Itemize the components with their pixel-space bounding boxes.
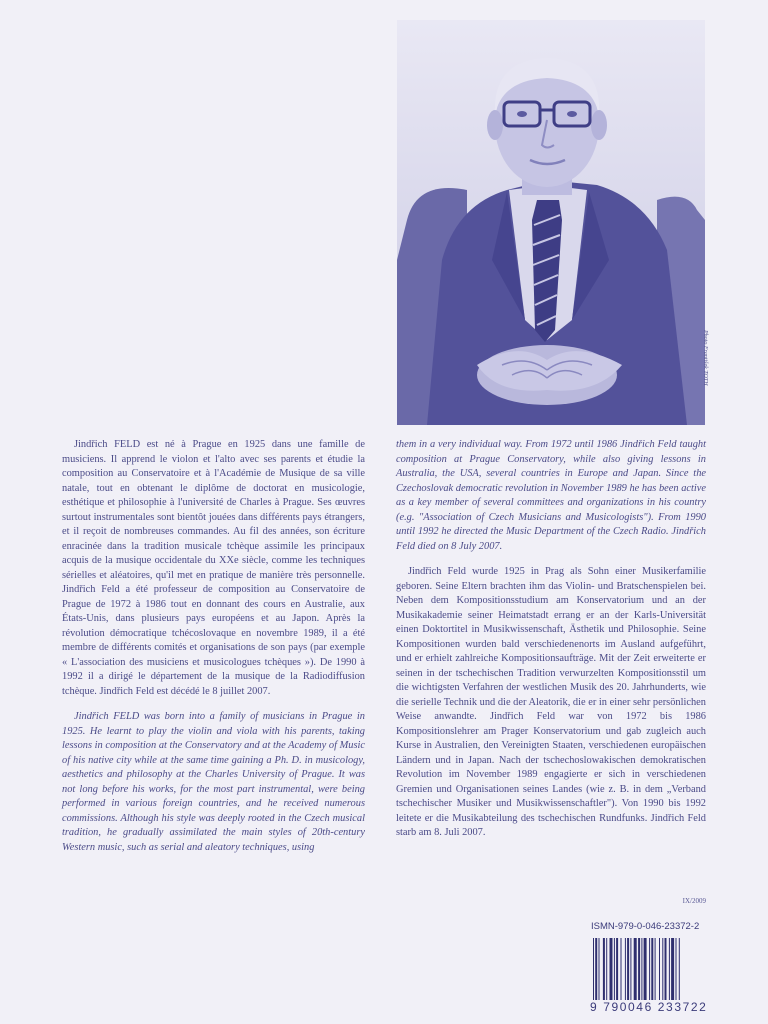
- english-biography-part2: them in a very individual way. From 1972 until 1986 Jindřich Feld taught composition at Prague Conservatory, while also giving lessons in Australia, the USA, several countries in Europe and Japan. Since the Czechoslovak democratic revolution in November 1989 he has been active as a key member of several committees and organizations in his country (e.g. "Association of Czech Musicians and Musicologists"). From 1990 until 1992 he directed the Music Department of the Czech Radio. Jindřich Feld died on 8 July 2007.: [396, 439, 706, 552]
- barcode-bar: [669, 938, 670, 1000]
- barcode-bar: [610, 938, 613, 1000]
- barcode-bar: [627, 938, 629, 1000]
- barcode-bar: [638, 938, 640, 1000]
- barcode-bars: [591, 938, 715, 1000]
- barcode-number: 9 790046 233722: [590, 1000, 708, 1014]
- barcode-bar: [634, 938, 637, 1000]
- barcode-bar: [679, 938, 680, 1000]
- barcode-bar: [593, 938, 594, 1000]
- french-biography: Jindřich FELD est né à Prague en 1925 dans une famille de musiciens. Il apprend le violon et l'alto avec ses parents et étudie la composition au Conservatoire et à l'Académie de Musique de sa ville natale, tout en obtenant le diplôme de doctorat en musicologie, esthétique et philosophie à l'université de Charles à Prague. Ses œuvres surtout instrumentales sont bientôt jouées dans différents pays étrangers, et il reçoit de nombreuses commandes. Au fil des années, son écriture enracinée dans la tradition musicale tchèque assimile les principaux acquis de la musique occidentale du XXe siècle, comme les techniques sérielles et aléatoires, qu'il met en pratique de manière très personnelle. Jindřich Feld a été professeur de composition au Conservatoire de Prague de 1972 à 1986 tout en donnant des cours en Australie, aux États-Unis, dans plusieurs pays européens et au Japon. Après la révolution démocratique tchécoslovaque en novembre 1989, il a été membre de différents comités et organisations de son pays (par exemple « L'association des musiciens et musicologues tchèques »). De 1990 à 1992 il a dirigé le département de la musique de la Radiodiffusion tchèque. Jindřich Feld est décédé le 8 juillet 2007.: [62, 439, 365, 697]
- barcode-bar: [616, 938, 618, 1000]
- barcode-bar: [595, 938, 597, 1000]
- right-column: [396, 438, 706, 852]
- left-column: [62, 438, 365, 866]
- barcode-bar: [644, 938, 647, 1000]
- portrait-illustration: [397, 20, 705, 425]
- barcode-bar: [621, 938, 622, 1000]
- barcode-bar: [599, 938, 600, 1000]
- barcode-bar: [651, 938, 653, 1000]
- portrait-photo: [397, 20, 705, 425]
- barcode-bar: [614, 938, 615, 1000]
- german-biography: Jindřich Feld wurde 1925 in Prag als Sohn einer Musikerfamilie geboren. Seine Eltern brachten ihm das Violin- und Bratschenspielen bei. Neben dem Kompositionsstudium am Konservatorium und an der Musikakademie seiner Heimatstadt errang er an der Karls-Universität einen Doktortitel in Musikwissenschaft, Ästhetik und Philosophie. Seine Kompositionen wurden bald verschiedenenorts im Ausland aufgeführt, und er erhielt zahlreiche Kompositionsaufträge. Mit der Zeit erweiterte er seinen in der tschechischen Tradition verwurzelten Kompositionsstil um die wichtigsten Verfahren der westlichen Musik des 20. Jahrhunderts, wie die serielle Technik und die der Aleatorik, die er in einer sehr persönlichen Weise anwandte. Jindřich Feld war von 1972 bis 1986 Kompositionslehrer am Prager Konservatorium und gab zugleich auch Kurse in Australien, den Vereinigten Staaten, verschiedenen europäischen Ländern und in Japan. Nach der tschechoslowakischen demokratischen Revolution im November 1989 engagierte er sich in verschiedenen Gremien und Organisationen seines Landes (wie z. B. in dem „Verband tschechischer Musiker und Musikwissenschaftler"). Von 1990 bis 1992 leitete er die Musikabteilung des tschechischen Rundfunks. Jindřich Feld starb am 8. Juli 2007.: [396, 566, 706, 838]
- barcode-bar: [603, 938, 605, 1000]
- barcode-bar: [641, 938, 642, 1000]
- barcode-bar: [676, 938, 677, 1000]
- barcode-bar: [625, 938, 626, 1000]
- english-biography-part1: Jindřich FELD was born into a family of musicians in Prague in 1925. He learnt to play the violin and viola with his parents, taking lessons in composition at the Conservatory and at the Academy of Music of his native city while at the same time gaining a Ph. D. in musicology, aesthetics and philosophy at the Charles University of Prague. It was not long before his works, for the most part instrumental, were being performed in various foreign countries, and he received numerous commissions. Although his style was deeply rooted in the Czech musical tradition, he gradually assimilated the main styles of 20th-century Western music, such as serial and aleatory techniques, using: [62, 711, 365, 853]
- barcode-bar: [606, 938, 607, 1000]
- photo-credit: Photo František TOTH: [702, 330, 708, 386]
- edition-date: IX/2009: [682, 897, 706, 905]
- ismn-number: ISMN-979-0-046-23372-2: [591, 921, 700, 932]
- barcode-bar: [655, 938, 656, 1000]
- barcode-bar: [665, 938, 667, 1000]
- barcode-bar: [659, 938, 660, 1000]
- barcode-bar: [671, 938, 674, 1000]
- barcode-bar: [630, 938, 631, 1000]
- barcode-bar: [662, 938, 663, 1000]
- barcode-bar: [649, 938, 650, 1000]
